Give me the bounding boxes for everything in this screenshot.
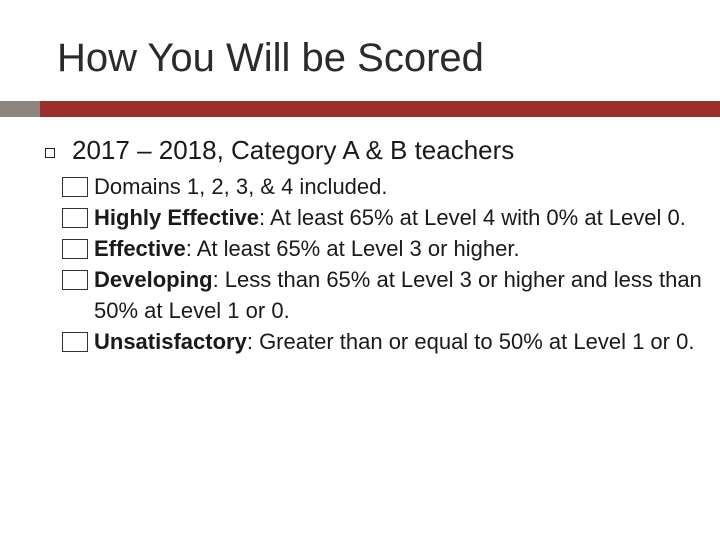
sub-bullet-item [62, 264, 712, 326]
checkbox-glyph-icon [62, 177, 88, 197]
sub-bullet-term: Developing [94, 267, 213, 292]
sub-bullet-text: : At least 65% at Level 4 with 0% at Level 0. [259, 205, 686, 230]
sub-bullet-list [62, 171, 712, 357]
sub-bullet-text: : Less than 65% at Level 3 or higher and less than 50% at Level 1 or 0. [94, 267, 702, 323]
main-bullet-text: 2017 – 2018, Category A & B teachers [72, 135, 515, 165]
checkbox-glyph-icon [62, 208, 88, 228]
checkbox-glyph-icon [62, 270, 88, 290]
sub-bullet-text: Domains 1, 2, 3, & 4 included. [94, 174, 388, 199]
sub-bullet-item [62, 171, 712, 202]
sub-bullet-text: : Greater than or equal to 50% at Level 1 or 0. [246, 329, 695, 354]
sub-bullet-term: Unsatisfactory [94, 329, 247, 354]
sub-bullet-term: Highly Effective [94, 205, 260, 230]
bullet-square-icon [45, 148, 55, 158]
title-rule-accent [40, 101, 720, 117]
checkbox-glyph-icon [62, 239, 88, 259]
sub-bullet-item [62, 326, 712, 357]
title-rule-left [0, 101, 40, 117]
sub-bullet-item [62, 233, 712, 264]
sub-bullet-item [62, 202, 712, 233]
slide-title: How You Will be Scored [57, 36, 484, 80]
sub-bullet-text: : At least 65% at Level 3 or higher. [185, 236, 520, 261]
checkbox-glyph-icon [62, 332, 88, 352]
sub-bullet-term: Effective [94, 236, 186, 261]
